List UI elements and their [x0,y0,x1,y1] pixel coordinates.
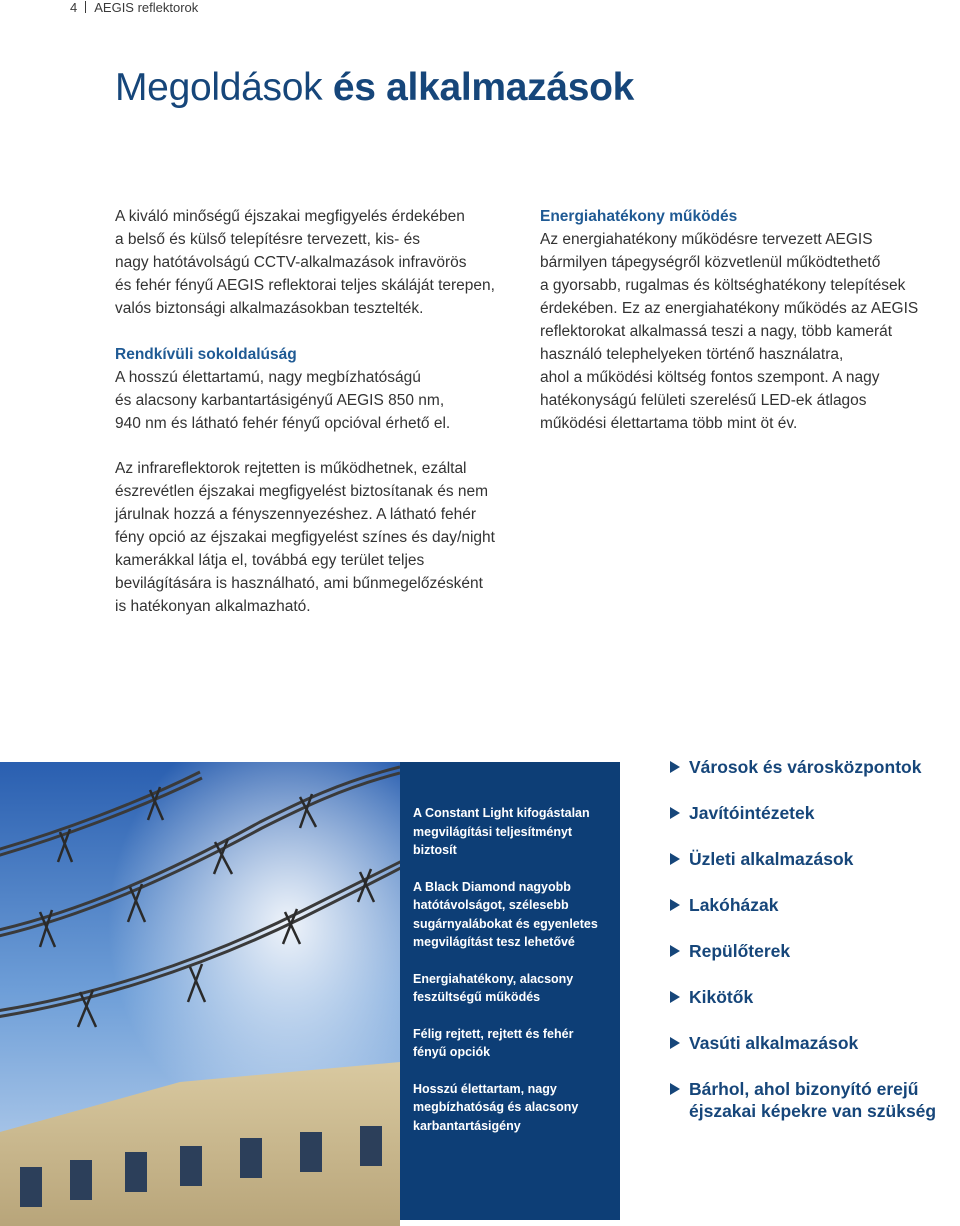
features-box [400,762,620,1220]
triangle-right-icon [670,853,680,865]
infrared-line: is hatékonyan alkalmazható. [115,598,311,615]
sector-item: Vasúti alkalmazások [670,1032,960,1054]
feature-item: Energiahatékony, alacsony feszültségű működés [413,971,574,1004]
infrared-line: járulnak hozzá a fényszennyezéshez. A látható fehér [115,506,477,523]
infrared-line: kamerákkal látja el, továbbá egy terület teljes [115,552,425,569]
title-bold: és alkalmazások [332,66,635,109]
energy-line: reflektorokat alkalmassá teszi a nagy, több kamerát [540,323,893,340]
infrared-line: bevilágítására is használható, ami bűnmegelőzésként [115,575,483,592]
page-title [115,66,634,110]
triangle-right-icon [670,945,680,957]
barbed-wire-photo [0,762,400,1226]
triangle-right-icon [670,1037,680,1049]
infrared-paragraph [115,457,525,618]
feature-item: A Black Diamond nagyobb hatótávolságot, szélesebb sugárnyalábokat és egyenletes megvilágítást tesz lehetővé [413,879,598,949]
page-header [70,0,198,15]
energy-line: Az energiahatékony működésre tervezett AEGIS [540,231,873,248]
energy-line: működési élettartama több mint öt év. [540,415,798,432]
intro-line: és fehér fényű AEGIS reflektorai teljes skáláját terepen, [115,277,495,294]
versatility-heading: Rendkívüli sokoldalúság [115,346,297,363]
energy-line: ahol a működési költség fontos szempont. A nagy [540,369,880,386]
intro-line: A kiváló minőségű éjszakai megfigyelés érdekében [115,208,465,225]
sector-item: Lakóházak [670,894,960,916]
feature-item: A Constant Light kifogástalan megvilágítási teljesítményt biztosít [413,806,590,857]
energy-heading: Energiahatékony működés [540,208,738,225]
sector-item: Javítóintézetek [670,802,960,824]
feature-item: Hosszú élettartam, nagy megbízhatóság és alacsony karbantartásigény [413,1081,579,1133]
triangle-right-icon [670,807,680,819]
features-list [400,762,620,1135]
sector-item: Kikötők [670,986,960,1008]
infrared-line: észrevétlen éjszakai megfigyelést biztosítanak és nem [115,483,489,500]
sectors-list [670,756,960,1146]
versatility-line: és alacsony karbantartásigényű AEGIS 850 nm, [115,392,445,409]
header-divider [85,1,86,13]
triangle-right-icon [670,1083,680,1095]
versatility-line: A hosszú élettartamú, nagy megbízhatóságú [115,369,421,386]
energy-line: használó telephelyeken történő használatra, [540,346,844,363]
energy-column [540,205,950,435]
triangle-right-icon [670,991,680,1003]
feature-item: Félig rejtett, rejtett és fehér fényű opciók [413,1026,574,1059]
energy-line: bármilyen tápegységről közvetlenül működtethető [540,254,881,271]
intro-line: a belső és külső telepítésre tervezett, kis- és [115,231,420,248]
barbed-wire-illustration [0,762,400,1226]
energy-line: hatékonyságú felületi szerelésű LED-ek átlagos [540,392,867,409]
sector-item: Üzleti alkalmazások [670,848,960,870]
header-section: AEGIS reflektorok [94,0,199,15]
infrared-line: fény opció az éjszakai megfigyelést színes és day/night [115,529,495,546]
energy-line: a gyorsabb, rugalmas és költséghatékony telepítések [540,277,906,294]
versatility-line: 940 nm és látható fehér fényű opcióval érhető el. [115,415,451,432]
page-number: 4 [70,0,78,15]
intro-line: valós biztonsági alkalmazásokban tesztelték. [115,300,424,317]
sector-item: Városok és városközpontok [670,756,960,778]
triangle-right-icon [670,899,680,911]
title-light: Megoldások [115,66,323,109]
sector-item: Bárhol, ahol bizonyító erejű éjszakai képekre van szükség [670,1078,960,1122]
intro-column [115,205,525,435]
triangle-right-icon [670,761,680,773]
energy-line: érdekében. Ez az energiahatékony működés az AEGIS [540,300,919,317]
sector-item: Repülőterek [670,940,960,962]
intro-line: nagy hatótávolságú CCTV-alkalmazások infravörös [115,254,467,271]
infrared-line: Az infrareflektorok rejtetten is működhetnek, ezáltal [115,460,467,477]
